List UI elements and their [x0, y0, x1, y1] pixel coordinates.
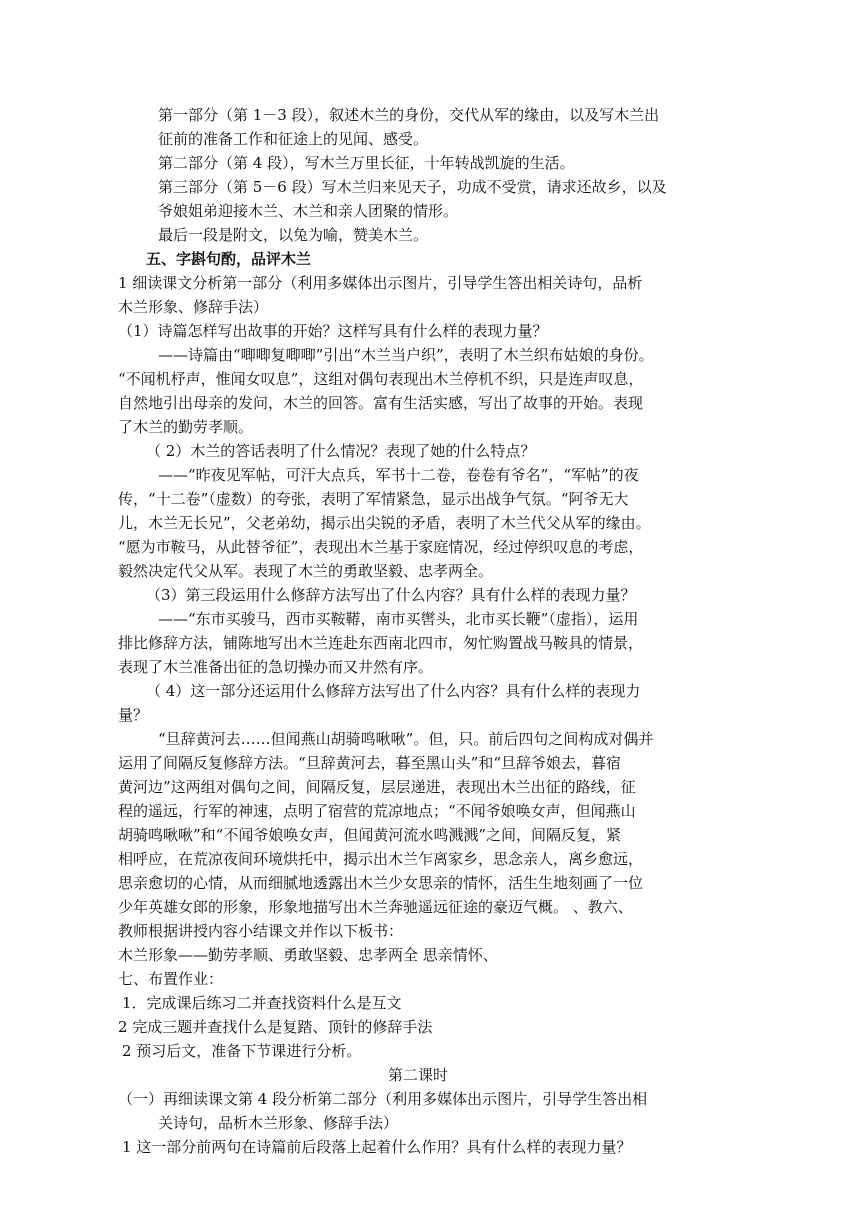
question-4-line2: 量？ — [118, 706, 149, 724]
question-4-line1: （ 4）这一部分还运用什么修辞方法写出了什么内容？具有什么样的表现力 — [146, 682, 641, 700]
paragraph-part1-line1: 第一部分（第 1－3 段），叙述木兰的身份，交代从军的缘由，以及写木兰出 — [158, 106, 660, 124]
answer-4-line3: 黄河边”这两组对偶句之间，间隔反复，层层递进，表现出木兰出征的路线，征 — [118, 778, 636, 796]
answer-4-line8: 少年英雄女郎的形象，形象地描写出木兰奔驰遥远征途的豪迈气概。 、教六、 — [118, 898, 633, 916]
item-1-line1: 1 细读课文分析第一部分（利用多媒体出示图片，引导学生答出相关诗句，品析 — [118, 274, 643, 292]
answer-2-line2: 传，“十二卷”（虚数）的夸张，表明了军情紧急，显示出战争气氛。“阿爷无大 — [118, 490, 629, 508]
answer-1-line4: 了木兰的勤劳孝顺。 — [118, 418, 254, 436]
homework-item-3: 2 预习后文，准备下节课进行分析。 — [122, 1042, 362, 1060]
lesson-2-question-1: 1 这一部分前两句在诗篇前后段落上起着什么作用？具有什么样的表现力量？ — [122, 1138, 632, 1156]
homework-item-2: 2 完成三题并查找什么是复踏、顶针的修辞手法 — [118, 1018, 433, 1036]
answer-2-line1: ——“昨夜见军帖，可汗大点兵，军书十二卷，卷卷有爷名”，“军帖”的夜 — [158, 466, 639, 484]
question-1: （1）诗篇怎样写出故事的开始？这样写具有什么样的表现力量？ — [118, 322, 548, 340]
answer-4-line7: 思亲愈切的心情，从而细腻地透露出木兰少女思亲的情怀，活生生地刻画了一位 — [118, 874, 644, 892]
answer-4-line5: 胡骑鸣啾啾”和“不闻爷娘唤女声，但闻黄河流水鸣溅溅”之间，间隔反复，紧 — [118, 826, 622, 844]
lesson-2-part1-line2: 关诗句，品析木兰形象、修辞手法） — [158, 1114, 399, 1132]
answer-3-line3: 表现了木兰准备出征的急切操办而又井然有序。 — [118, 658, 434, 676]
lesson-2-part1-line1: （一）再细读课文第 4 段分析第二部分（利用多媒体出示图片，引导学生答出相 — [118, 1090, 648, 1108]
answer-2-line5: 毅然决定代父从军。表现了木兰的勇敢坚毅、忠孝两全。 — [118, 562, 494, 580]
question-3: （3）第三段运用什么修辞方法写出了什么内容？具有什么样的表现力量？ — [146, 586, 636, 604]
answer-4-line1: “旦辞黄河去……但闻燕山胡骑鸣啾啾”。但，只。前后四句之间构成对偶并 — [158, 730, 654, 748]
paragraph-final-part: 最后一段是附文，以兔为喻，赞美木兰。 — [158, 226, 429, 244]
answer-4-line2: 运用了间隔反复修辞方法。“旦辞黄河去，暮至黑山头”和“旦辞爷娘去，暮宿 — [118, 754, 622, 772]
answer-1-line2: “不闻机杼声，惟闻女叹息”，这组对偶句表现出木兰停机不织，只是连声叹息， — [118, 370, 644, 388]
answer-1-line1: ——诗篇由“唧唧复唧唧”引出“木兰当户织”，表明了木兰织布姑娘的身份。 — [158, 346, 654, 364]
paragraph-part3-line1: 第三部分（第 5－6 段）写木兰归来见天子，功成不受赏，请求还故乡，以及 — [158, 178, 667, 196]
answer-1-line3: 自然地引出母亲的发问，木兰的回答。富有生活实感，写出了故事的开始。表现 — [118, 394, 644, 412]
item-1-line2: 木兰形象、修辞手法） — [118, 298, 269, 316]
lesson-2-heading: 第二课时 — [388, 1066, 449, 1084]
paragraph-part2: 第二部分（第 4 段），写木兰万里长征，十年转战凯旋的生活。 — [158, 154, 575, 172]
section-heading-5: 五、字斟句酌，品评木兰 — [146, 250, 312, 268]
answer-4-line6: 相呼应，在荒凉夜间环境烘托中，揭示出木兰乍离家乡，思念亲人，离乡愈远， — [118, 850, 644, 868]
homework-item-1: 1．完成课后练习二并查找资料什么是互文 — [122, 994, 402, 1012]
answer-3-line1: ——“东市买骏马，西市买鞍鞯，南市买辔头，北市买长鞭”（虚指），运用 — [158, 610, 639, 628]
answer-4-line4: 程的遥远，行军的神速，点明了宿营的荒凉地点；“不闻爷娘唤女声，但闻燕山 — [118, 802, 636, 820]
answer-3-line2: 排比修辞方法，铺陈地写出木兰连赴东西南北四市，匆忙购置战马鞍具的情景， — [118, 634, 644, 652]
paragraph-part3-line2: 爷娘姐弟迎接木兰、木兰和亲人团聚的情形。 — [158, 202, 459, 220]
section-heading-7: 七、布置作业： — [118, 970, 224, 988]
question-2: （ 2）木兰的答话表明了什么情况？表现了她的什么特点？ — [146, 442, 536, 460]
blackboard-summary: 木兰形象——勤劳孝顺、勇敢坚毅、忠孝两全 思亲情怀、 — [118, 946, 498, 964]
paragraph-part1-line2: 征前的准备工作和征途上的见闻、感受。 — [158, 130, 429, 148]
answer-2-line3: 儿，木兰无长兄”，父老弟幼，揭示出尖锐的矛盾，表明了木兰代父从军的缘由。 — [118, 514, 651, 532]
answer-2-line4: “愿为市鞍马，从此替爷征”，表现出木兰基于家庭情况，经过停织叹息的考虑， — [118, 538, 644, 556]
summary-intro: 教师根据讲授内容小结课文并作以下板书： — [118, 922, 404, 940]
